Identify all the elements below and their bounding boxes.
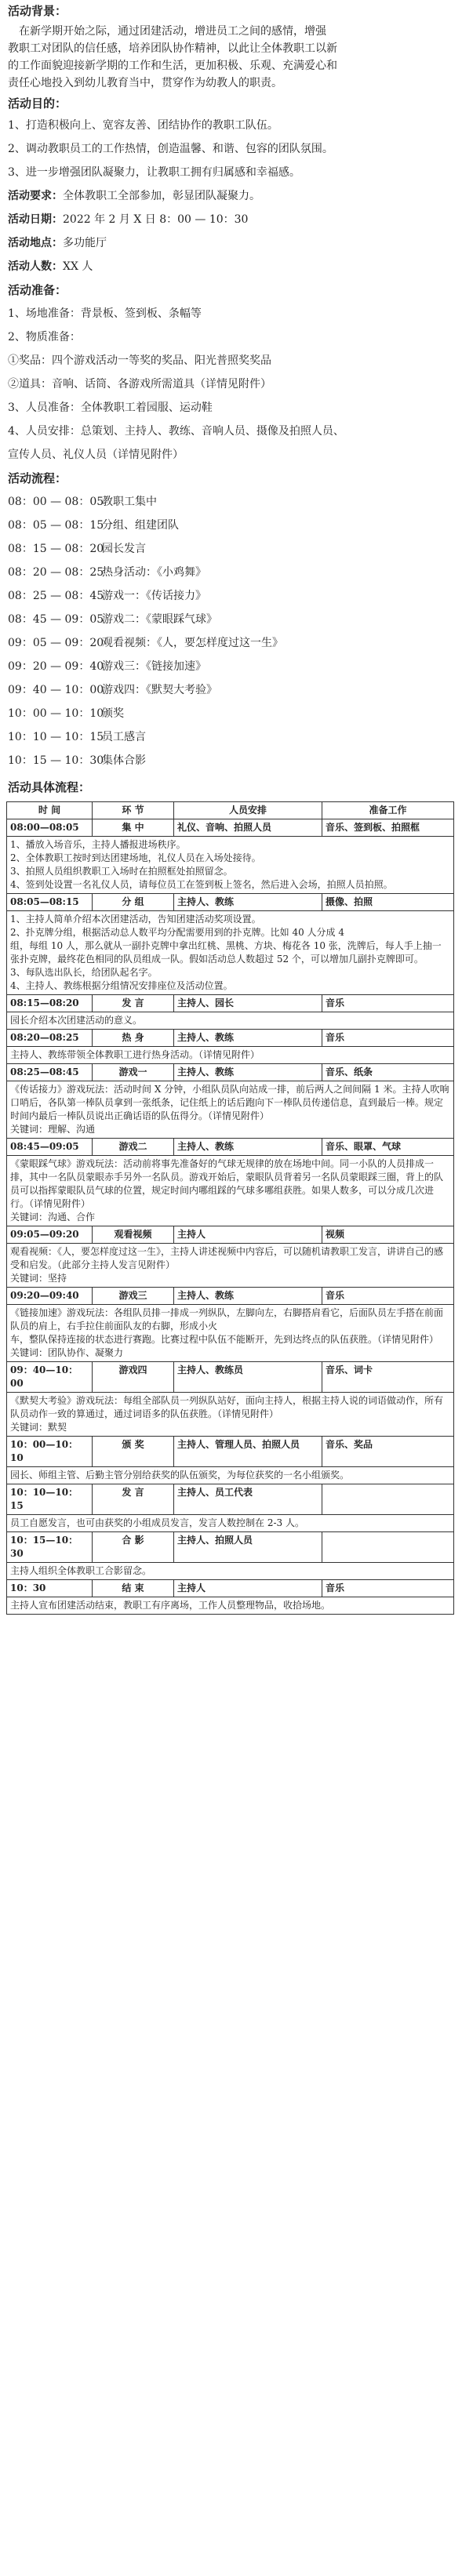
description-line: 观看视频：《人，要怎样度过这一生》，主持人讲述视频中内容后，可以随机请教职工发言，讲讲自己的感受和启发。（此部分主持人发言见附件）	[10, 1246, 444, 1270]
step-staff: 主持人、管理人员、拍照人员	[174, 1437, 322, 1467]
background-line: 责任心地投入到幼儿教育当中，贯穿作为幼教人的职责。	[8, 77, 282, 89]
schedule-time: 10：15 — 10：30	[8, 754, 104, 767]
people-value: XX 人	[63, 260, 93, 273]
description-line: 《蒙眼踩气球》游戏玩法：活动前将事先准备好的气球无规律的放在场地中间。同一小队的人员排成一排，其中一名队员蒙眼赤手另外一名队员。游戏开始后，蒙眼队员背着另一名队员蒙眼踩三圈，背上的队员可以指挥蒙眼队员气球的位置，规定时间内哪组踩的气球多哪组获胜。如果人数多，可以分成几次进行。（详情见附件）	[10, 1158, 444, 1209]
description-line: 关键词：沟通、合作	[10, 1212, 96, 1223]
schedule-time: 08：15 — 08：20	[8, 543, 104, 555]
step-time: 08:25—08:45	[7, 1064, 93, 1081]
prep-line: 宣传人员、礼仪人员（详情见附件）	[8, 449, 184, 461]
flow-step-row	[7, 1139, 454, 1156]
flow-desc-row	[7, 837, 454, 894]
step-link: 热 身	[93, 1030, 174, 1047]
step-link: 游戏二	[93, 1139, 174, 1156]
description-line: 主持人宣布团建活动结束，教职工有序离场，工作人员整理物品，收拾场地。	[10, 1600, 331, 1611]
step-work: 音乐、签到板、拍照框	[322, 819, 454, 837]
step-work: 摄像、拍照	[322, 894, 454, 911]
flow-step-row	[7, 1532, 454, 1563]
step-staff: 主持人	[174, 1226, 322, 1244]
step-staff: 主持人、拍照人员	[174, 1532, 322, 1563]
schedule-activity: 颁奖	[102, 707, 124, 720]
step-link: 游戏三	[93, 1288, 174, 1305]
step-time: 10：10—10：15	[7, 1484, 93, 1515]
step-description	[7, 1081, 454, 1139]
step-work: 视频	[322, 1226, 454, 1244]
step-link: 颁 奖	[93, 1437, 174, 1467]
schedule-activity: 游戏一：《传话接力》	[102, 590, 206, 602]
step-time: 08:15—08:20	[7, 995, 93, 1012]
schedule-activity: 观看视频：《人，要怎样度过这一生》	[102, 637, 283, 649]
schedule-activity: 分组、组建团队	[102, 519, 179, 532]
step-description	[7, 1515, 454, 1532]
step-time: 09:20—09:40	[7, 1288, 93, 1305]
step-time: 09：40—10：00	[7, 1362, 93, 1393]
schedule-time: 08：45 — 09：05	[8, 613, 104, 626]
description-line: 1、播放入场音乐，主持人播报进场秩序。	[10, 839, 186, 850]
schedule-time: 08：00 — 08：05	[8, 496, 104, 508]
requirement-value: 全体教职工全部参加，彰显团队凝聚力。	[63, 190, 260, 202]
schedule-time: 09：40 — 10：00	[8, 684, 104, 696]
background-heading: 活动背景：	[8, 4, 67, 18]
description-line: 2、扑克牌分组，根据活动总人数平均分配需要用到的扑克牌。比如 40 人分成 4	[10, 927, 344, 938]
step-work: 音乐	[322, 995, 454, 1012]
description-line: 1、主持人简单介绍本次团建活动，告知团建活动奖项设置。	[10, 914, 261, 925]
step-description	[7, 1393, 454, 1437]
description-line: 车，整队保持连接的状态进行赛跑。比赛过程中队伍不能断开，先到达终点的队伍获胜。（详情见附件）	[10, 1334, 439, 1345]
step-work	[322, 1532, 454, 1563]
description-line: 主持人、教练带领全体教职工进行热身活动。（详情见附件）	[10, 1049, 260, 1060]
schedule-activity: 员工感言	[102, 731, 146, 743]
step-description	[7, 1156, 454, 1226]
date-value: 2022 年 2 月 X 日 8：00 — 10：30	[63, 213, 249, 226]
step-time: 08:45—09:05	[7, 1139, 93, 1156]
step-staff: 主持人、教练	[174, 1064, 322, 1081]
flow-step-row	[7, 894, 454, 911]
description-line: 员工自愿发言，也可由获奖的小组成员发言，发言人数控制在 2-3 人。	[10, 1517, 304, 1528]
place-label: 活动地点：	[8, 237, 63, 249]
step-description	[7, 1305, 454, 1362]
schedule-activity: 教职工集中	[102, 496, 157, 508]
step-link: 游戏四	[93, 1362, 174, 1393]
flow-desc-row	[7, 1081, 454, 1139]
step-link: 观看视频	[93, 1226, 174, 1244]
step-description	[7, 1563, 454, 1580]
schedule-time: 10：00 — 10：10	[8, 707, 104, 720]
people-label: 活动人数：	[8, 260, 63, 273]
flow-desc-row	[7, 1156, 454, 1226]
description-line: 3、拍照人员组织教职工入场时在拍照框处拍照留念。	[10, 866, 233, 877]
flow-desc-row	[7, 1515, 454, 1532]
flow-desc-row	[7, 1563, 454, 1580]
flow-step-row	[7, 1580, 454, 1597]
prep-line: 4、人员安排：总策划、主持人、教练、音响人员、摄像及拍照人员、	[8, 425, 344, 438]
step-description	[7, 1244, 454, 1288]
schedule-time: 08：05 — 08：15	[8, 519, 104, 532]
step-description	[7, 1597, 454, 1615]
prep-line: ①奖品：四个游戏活动一等奖的奖品、阳光普照奖奖品	[8, 354, 271, 367]
description-line: 主持人组织全体教职工合影留念。	[10, 1565, 152, 1576]
flow-heading: 活动具体流程：	[8, 780, 91, 794]
header-time: 时 间	[7, 802, 93, 819]
step-work: 音乐、词卡	[322, 1362, 454, 1393]
description-line: 关键词：默契	[10, 1422, 67, 1433]
step-description	[7, 1012, 454, 1030]
flow-table-header	[7, 802, 454, 819]
step-link: 分 组	[93, 894, 174, 911]
schedule-time: 08：20 — 08：25	[8, 566, 104, 579]
step-description	[7, 1047, 454, 1064]
schedule-heading: 活动流程：	[8, 471, 67, 485]
people-row	[8, 259, 454, 274]
prep-line: 3、人员准备：全体教职工着园服、运动鞋	[8, 401, 213, 414]
schedule-activity: 热身活动：《小鸡舞》	[102, 566, 206, 579]
step-work: 音乐	[322, 1030, 454, 1047]
description-line: 关键词：坚持	[10, 1273, 67, 1284]
requirement-row	[8, 188, 454, 204]
step-link: 合 影	[93, 1532, 174, 1563]
flow-desc-row	[7, 1012, 454, 1030]
flow-step-row	[7, 1288, 454, 1305]
step-staff: 主持人、教练	[174, 1139, 322, 1156]
flow-step-row	[7, 819, 454, 837]
description-line: 2、全体教职工按时到达团建场地，礼仪人员在入场处接待。	[10, 852, 261, 863]
schedule-time: 09：05 — 09：20	[8, 637, 104, 649]
step-work: 音乐、纸条	[322, 1064, 454, 1081]
prep-line: 2、物质准备：	[8, 331, 81, 343]
step-description	[7, 1467, 454, 1484]
description-line: 《链接加速》游戏玩法：各组队员排一排成一列纵队，左脚向左，右脚搭肩看它，后面队员左手搭在前面队员的肩上，右手拉住前面队友的右脚，形成小火	[10, 1307, 444, 1332]
step-time: 10：15—10：30	[7, 1532, 93, 1563]
step-staff: 礼仪、音响、拍照人员	[174, 819, 322, 837]
requirement-label: 活动要求：	[8, 190, 63, 202]
description-line: 4、主持人、教练根据分组情况安排座位及活动位置。	[10, 980, 233, 991]
description-line: 园长、师组主管、后勤主管分别给获奖的队伍颁奖，为每位获奖的一名小组颁奖。	[10, 1470, 350, 1481]
step-link: 发 言	[93, 995, 174, 1012]
header-staff: 人员安排	[174, 802, 322, 819]
place-row	[8, 235, 454, 251]
step-work: 音乐	[322, 1580, 454, 1597]
flow-step-row	[7, 1362, 454, 1393]
flow-desc-row	[7, 1467, 454, 1484]
place-value: 多功能厅	[63, 237, 107, 249]
step-time: 08:20—08:25	[7, 1030, 93, 1047]
flow-desc-row	[7, 1393, 454, 1437]
step-link: 游戏一	[93, 1064, 174, 1081]
description-line: 《默契大考验》游戏玩法：每组全部队员一列纵队站好，面向主持人，根据主持人说的词语做动作，所有队员动作一致的算通过，通过词语多的队伍获胜。（详情见附件）	[10, 1395, 444, 1419]
schedule-activity: 游戏四：《默契大考验》	[102, 684, 217, 696]
flow-step-row	[7, 995, 454, 1012]
goals-heading: 活动目的：	[8, 96, 67, 111]
flow-desc-row	[7, 1244, 454, 1288]
description-line: 园长介绍本次团建活动的意义。	[10, 1015, 143, 1026]
step-link: 结 束	[93, 1580, 174, 1597]
description-line: 关键词：团队协作、凝聚力	[10, 1347, 124, 1358]
schedule-activity: 园长发言	[102, 543, 146, 555]
goal-item: 2、调动教职员工的工作热情，创造温馨、和谐、包容的团队氛围。	[8, 143, 333, 155]
schedule-time: 08：25 — 08：45	[8, 590, 104, 602]
step-time: 09:05—09:20	[7, 1226, 93, 1244]
flow-desc-row	[7, 1305, 454, 1362]
step-description	[7, 911, 454, 995]
flow-step-row	[7, 1030, 454, 1047]
background-line: 教职工对团队的信任感，培养团队协作精神，以此让全体教职工以新	[8, 42, 337, 55]
step-link: 集 中	[93, 819, 174, 837]
description-line: 组，每组 10 人，那么就从一副扑克牌中拿出红桃、黑桃、方块、梅花各 10 张，洗牌后，每人手上抽一张扑克牌，最终花色相同的队员组成一队。假如活动总人数超过 52 个，可以增加几副扑克牌即可。	[10, 940, 442, 965]
flow-step-row	[7, 1484, 454, 1515]
flow-table	[6, 801, 454, 1615]
description-line: 《传话接力》游戏玩法：活动时间 X 分钟，小组队员队向站成一排，前后两人之间间隔 1 米。主持人吹响口哨后，各队第一棒队员拿到一张纸条，记住纸上的话后跑向下一棒队员传递信息，直到最后一棒。规定时间内最后一棒队员说出正确话语的队伍得分。（详情见附件）	[10, 1084, 449, 1121]
date-label: 活动日期：	[8, 213, 63, 226]
description-line: 3、每队选出队长，给团队起名字。	[10, 967, 158, 978]
prep-heading: 活动准备：	[8, 283, 67, 297]
goal-item: 3、进一步增强团队凝聚力，让教职工拥有归属感和幸福感。	[8, 166, 300, 179]
prep-line: ②道具：音响、话筒、各游戏所需道具（详情见附件）	[8, 378, 271, 391]
prep-line: 1、场地准备：背景板、签到板、条幅等	[8, 307, 202, 320]
header-link: 环 节	[93, 802, 174, 819]
step-time: 10：00—10：10	[7, 1437, 93, 1467]
flow-desc-row	[7, 1597, 454, 1615]
flow-desc-row	[7, 1047, 454, 1064]
schedule-activity: 集体合影	[102, 754, 146, 767]
step-link: 发 言	[93, 1484, 174, 1515]
step-staff: 主持人、教练	[174, 894, 322, 911]
schedule-activity: 游戏三：《链接加速》	[102, 660, 206, 673]
flow-desc-row	[7, 911, 454, 995]
step-staff: 主持人	[174, 1580, 322, 1597]
step-work: 音乐	[322, 1288, 454, 1305]
background-line: 在新学期开始之际，通过团建活动，增进员工之间的感情，增强	[19, 25, 326, 38]
flow-step-row	[7, 1064, 454, 1081]
step-time: 08:05—08:15	[7, 894, 93, 911]
step-work	[322, 1484, 454, 1515]
step-time: 08:00—08:05	[7, 819, 93, 837]
schedule-time: 10：10 — 10：15	[8, 731, 104, 743]
step-work: 音乐、眼罩、气球	[322, 1139, 454, 1156]
step-work: 音乐、奖品	[322, 1437, 454, 1467]
schedule-activity: 游戏二：《蒙眼踩气球》	[102, 613, 217, 626]
description-line: 4、签到处设置一名礼仪人员，请每位员工在签到板上签名，然后进入会场，拍照人员拍照。	[10, 879, 393, 890]
step-staff: 主持人、教练员	[174, 1362, 322, 1393]
flow-step-row	[7, 1437, 454, 1467]
description-line: 关键词：理解、沟通	[10, 1124, 96, 1135]
date-row	[8, 212, 454, 227]
header-work: 准备工作	[322, 802, 454, 819]
step-staff: 主持人、员工代表	[174, 1484, 322, 1515]
goal-item: 1、打造积极向上、宽容友善、团结协作的教职工队伍。	[8, 119, 278, 132]
step-staff: 主持人、教练	[174, 1030, 322, 1047]
step-staff: 主持人、园长	[174, 995, 322, 1012]
background-line: 的工作面貌迎接新学期的工作和生活，更加积极、乐观、充满爱心和	[8, 60, 337, 72]
flow-step-row	[7, 1226, 454, 1244]
schedule-time: 09：20 — 09：40	[8, 660, 104, 673]
step-time: 10：30	[7, 1580, 93, 1597]
step-staff: 主持人、教练	[174, 1288, 322, 1305]
step-description	[7, 837, 454, 894]
